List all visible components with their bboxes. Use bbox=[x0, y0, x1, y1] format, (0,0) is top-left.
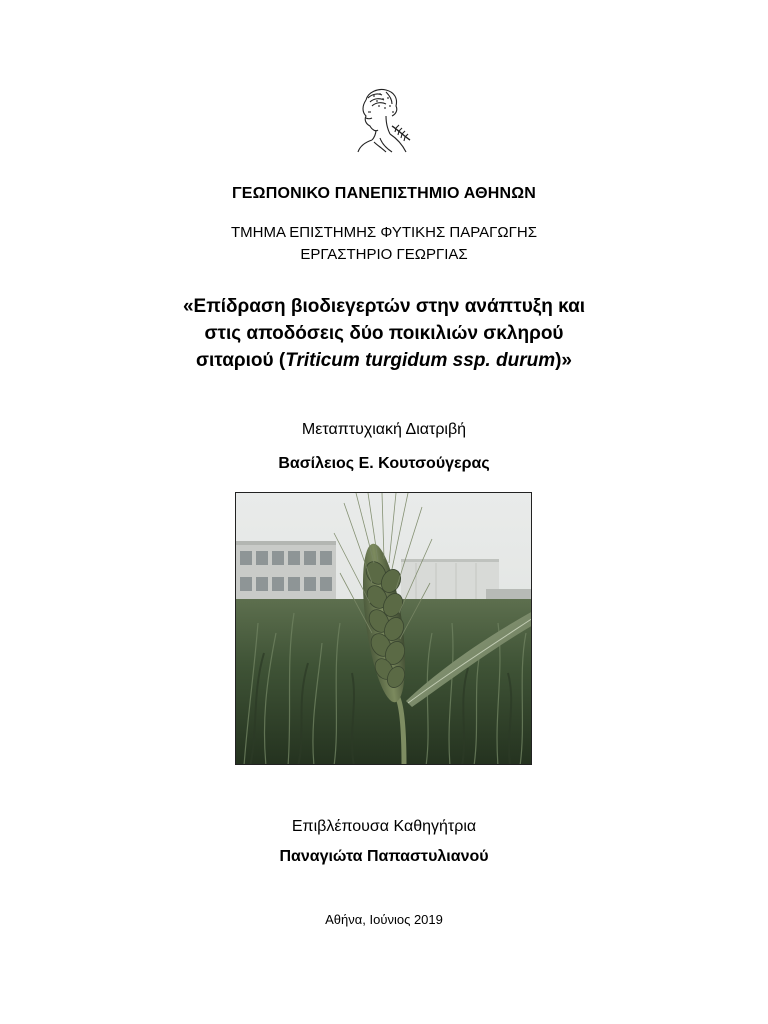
goddess-head-icon bbox=[352, 86, 414, 154]
title-line-3-pre: σιταριού ( bbox=[195, 350, 286, 371]
supervisor-label: Επιβλέπουσα Καθηγήτρια bbox=[291, 818, 477, 835]
title-species-italic: Triticum turgidum ssp. durum bbox=[285, 350, 556, 371]
date-place: Αθήνα, Ιούνιος 2019 bbox=[325, 912, 443, 927]
wheat-field-photo bbox=[235, 492, 532, 765]
laboratory-name: ΕΡΓΑΣΤΗΡΙΟ ΓΕΩΡΓΙΑΣ bbox=[300, 246, 468, 263]
department-block bbox=[0, 222, 768, 266]
university-name: ΓΕΩΠΟΝΙΚΟ ΠΑΝΕΠΙΣΤΗΜΙΟ ΑΘΗΝΩΝ bbox=[231, 185, 537, 202]
title-line-3-post: )» bbox=[555, 350, 572, 371]
title-line-2: στις αποδόσεις δύο ποικιλιών σκληρού bbox=[204, 323, 564, 344]
author-name: Βασίλειος Ε. Κουτσούγερας bbox=[278, 455, 490, 472]
wheat-photo-illustration bbox=[236, 493, 532, 765]
department-name: ΤΜΗΜΑ ΕΠΙΣΤΗΜΗΣ ΦΥΤΙΚΗΣ ΠΑΡΑΓΩΓΗΣ bbox=[230, 224, 538, 241]
thesis-title bbox=[0, 293, 768, 374]
title-line-1: «Επίδραση βιοδιεγερτών στην ανάπτυξη και bbox=[182, 296, 586, 317]
thesis-type: Μεταπτυχιακή Διατριβή bbox=[301, 421, 467, 438]
supervisor-name: Παναγιώτα Παπαστυλιανού bbox=[279, 848, 489, 865]
title-line-3 bbox=[0, 347, 768, 374]
